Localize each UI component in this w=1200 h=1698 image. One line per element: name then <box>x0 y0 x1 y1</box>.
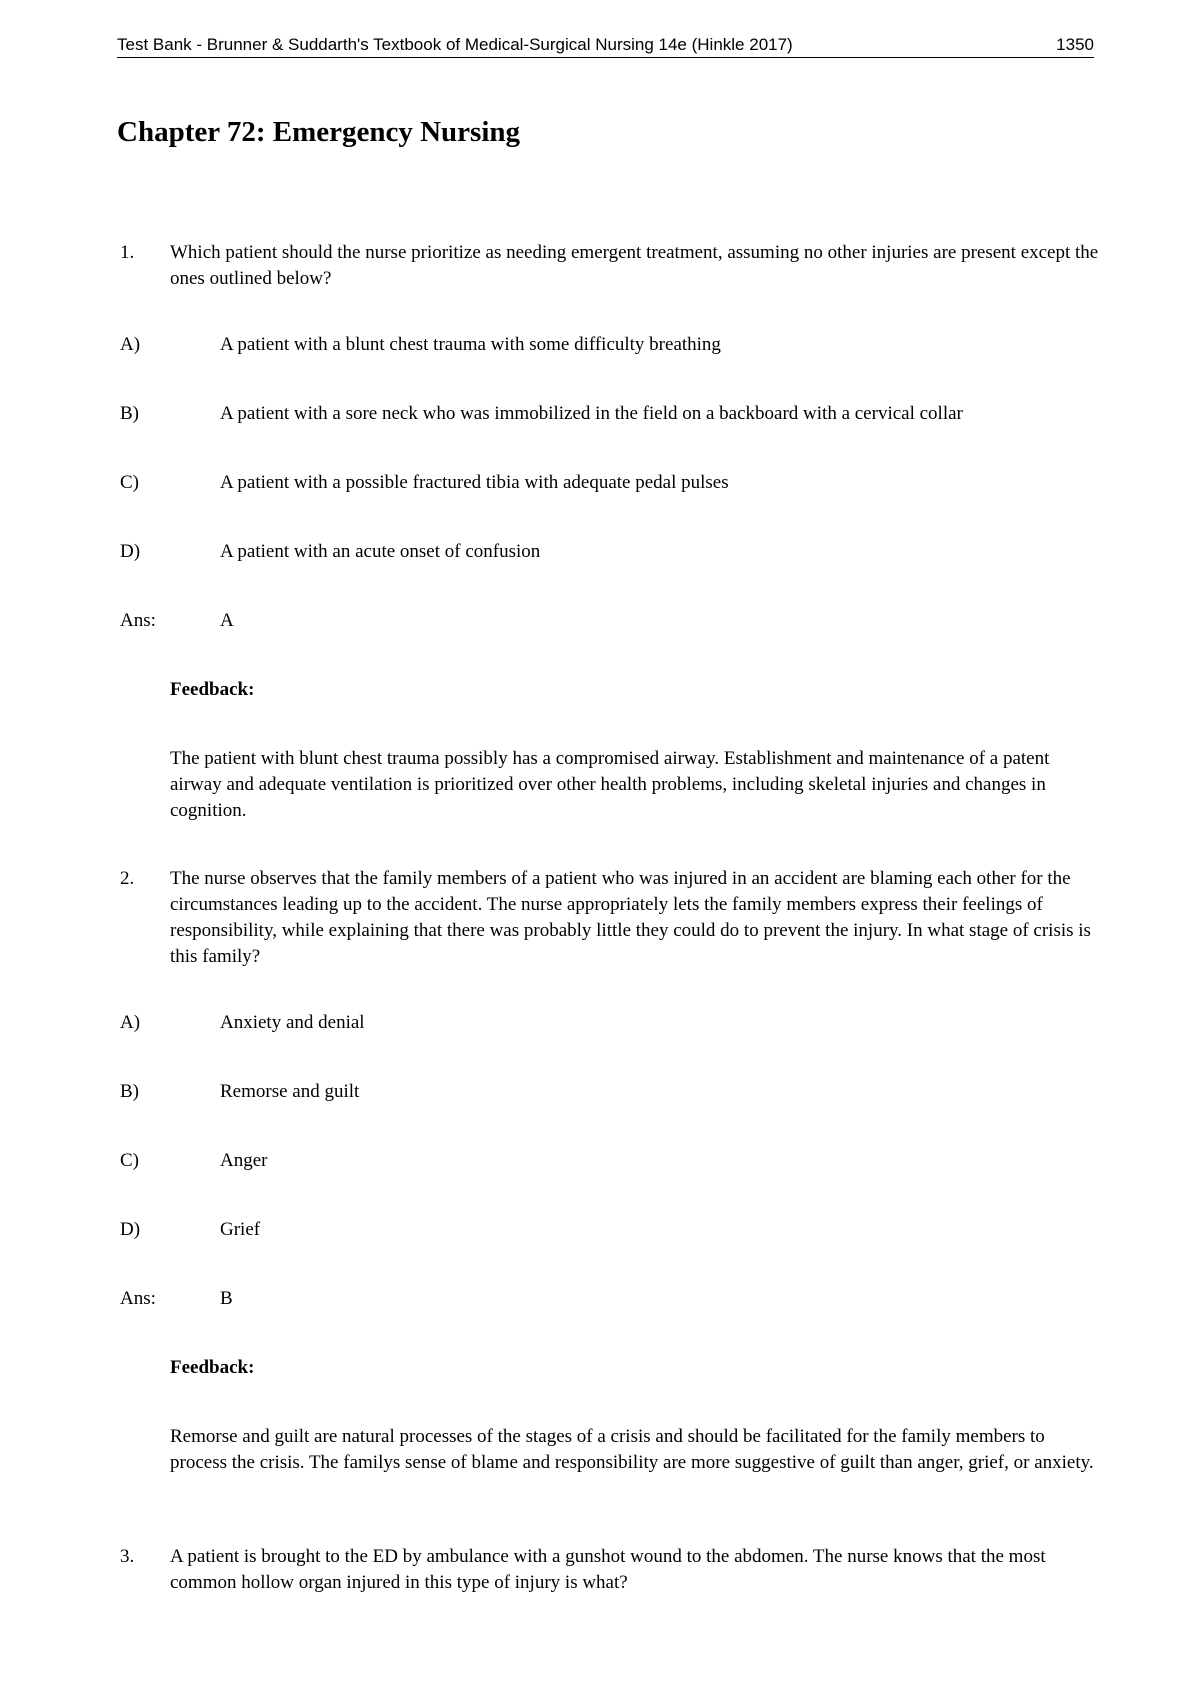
option-label: C) <box>120 1150 139 1171</box>
answer-label: Ans: <box>120 610 156 631</box>
answer-value: B <box>220 1288 233 1309</box>
option-label: D) <box>120 1219 141 1240</box>
answer-value: A <box>220 610 234 631</box>
option-text: Anger <box>220 1150 268 1171</box>
question-number: 3. <box>120 1546 135 1567</box>
question-number: 2. <box>120 868 135 889</box>
option-label: B) <box>120 1081 139 1102</box>
feedback-text: The patient with blunt chest trauma possibly has a compromised airway. Establishment and maintenance of a patent airway and adequate ventilation is prioritized over other health problems, including skeletal injuries and changes in cognition. <box>170 748 1050 821</box>
option-label: A) <box>120 334 141 355</box>
option-text: A patient with a blunt chest trauma with some difficulty breathing <box>220 334 721 355</box>
question-number: 1. <box>120 242 135 263</box>
option-text: A patient with a possible fractured tibia with adequate pedal pulses <box>220 472 729 493</box>
option-label: A) <box>120 1012 141 1033</box>
question-text: A patient is brought to the ED by ambulance with a gunshot wound to the abdomen. The nurse knows that the most common hollow organ injured in this type of injury is what? <box>170 1546 1046 1593</box>
option-text: A patient with a sore neck who was immobilized in the field on a backboard with a cervical collar <box>220 403 963 424</box>
header-page-number: 1350 <box>1056 35 1094 54</box>
chapter-title: Chapter 72: Emergency Nursing <box>117 116 521 148</box>
question-text: The nurse observes that the family members of a patient who was injured in an accident are blaming each other for the circumstances leading up to the accident. The nurse appropriately lets the family members express their feelings of responsibility, while explaining that there was probably little they could do to prevent the injury. In what stage of crisis is this family? <box>170 868 1091 967</box>
option-text: Grief <box>220 1219 261 1240</box>
option-label: C) <box>120 472 139 493</box>
option-text: Remorse and guilt <box>220 1081 360 1102</box>
answer-label: Ans: <box>120 1288 156 1309</box>
option-text: Anxiety and denial <box>220 1012 365 1033</box>
option-label: B) <box>120 403 139 424</box>
option-text: A patient with an acute onset of confusion <box>220 541 541 562</box>
header-title: Test Bank - Brunner & Suddarth's Textbook of Medical-Surgical Nursing 14e (Hinkle 2017) <box>117 35 793 54</box>
option-label: D) <box>120 541 141 562</box>
question-text: Which patient should the nurse prioritize as needing emergent treatment, assuming no other injuries are present except the ones outlined below? <box>170 242 1099 289</box>
feedback-text: Remorse and guilt are natural processes of the stages of a crisis and should be facilitated for the family members to process the crisis. The familys sense of blame and responsibility are more suggestive of guilt than anger, grief, or anxiety. <box>170 1426 1094 1473</box>
feedback-label: Feedback: <box>170 1357 255 1378</box>
running-header <box>117 35 1094 58</box>
feedback-label: Feedback: <box>170 679 255 700</box>
